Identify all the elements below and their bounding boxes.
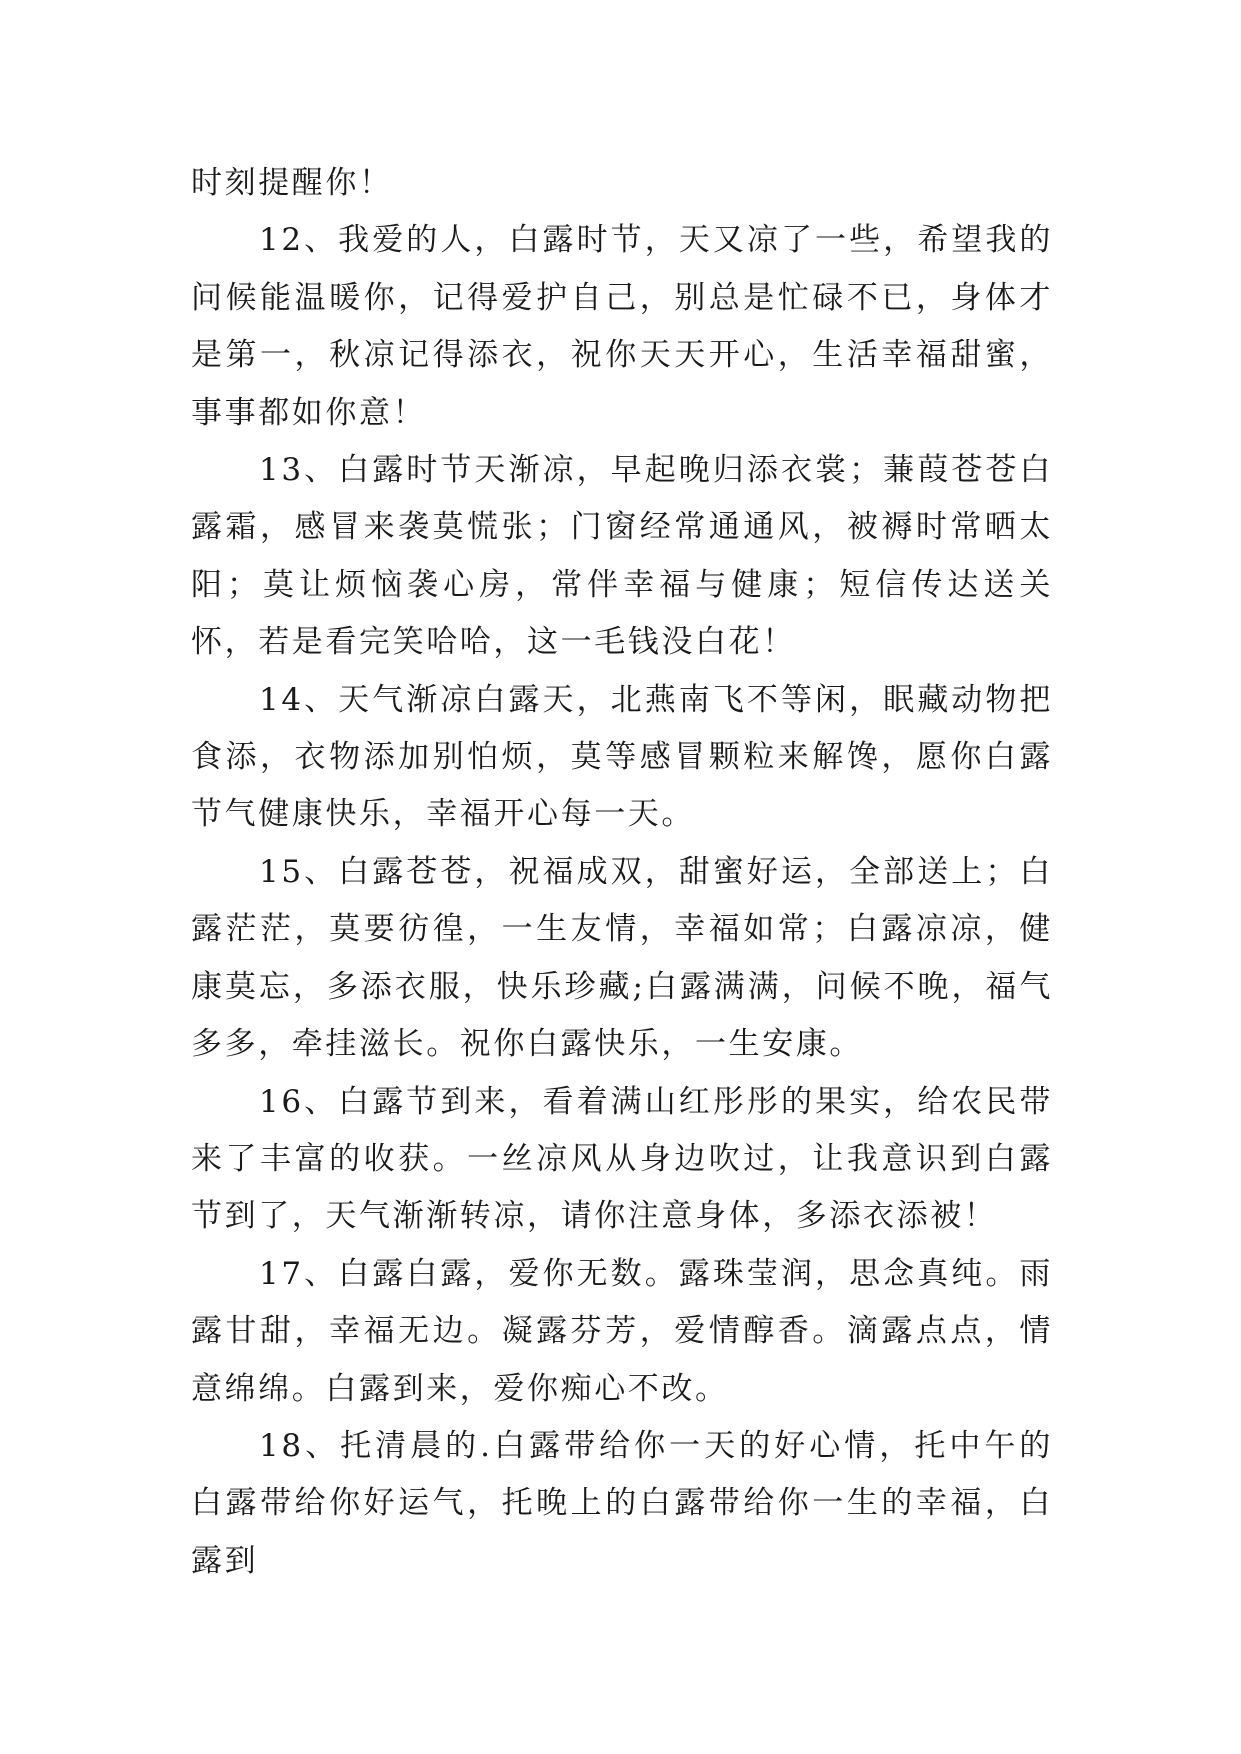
paragraph-12: 12、我爱的人，白露时节，天又凉了一些，希望我的问候能温暖你，记得爱护自己，别总是忙碌不已，身体才是第一，秋凉记得添衣，祝你天天开心，生活幸福甜蜜，事事都如你意！: [191, 222, 1053, 431]
paragraph-14: 14、天气渐凉白露天，北燕南飞不等闲，眠藏动物把食添，衣物添加别怕烦，莫等感冒颗粒来解馋，愿你白露节气健康快乐，幸福开心每一天。: [191, 681, 1053, 833]
paragraph-17: 17、白露白露，爱你无数。露珠莹润，思念真纯。雨露甘甜，幸福无边。凝露芬芳，爱情醇香。滴露点点，情意绵绵。白露到来，爱你痴心不改。: [191, 1255, 1053, 1407]
paragraph-18: 18、托清晨的.白露带给你一天的好心情，托中午的白露带给你好运气，托晚上的白露带给你一生的幸福，白露到: [191, 1427, 1053, 1579]
paragraph-continuation: 时刻提醒你！: [191, 165, 393, 201]
paragraph-13: 13、白露时节天渐凉，早起晚归添衣裳；蒹葭苍苍白露霜，感冒来袭莫慌张；门窗经常通通风，被褥时常晒太阳；莫让烦恼袭心房，常伴幸福与健康；短信传达送关怀，若是看完笑哈哈，这一毛钱没白花！: [191, 452, 1053, 661]
document-body: [191, 155, 1053, 1590]
paragraph-15: 15、白露苍苍，祝福成双，甜蜜好运，全部送上；白露茫茫，莫要彷徨，一生友情，幸福如常；白露凉凉，健康莫忘，多添衣服，快乐珍藏;白露满满，问候不晚，福气多多，牵挂滋长。祝你白露快乐，一生安康。: [191, 853, 1053, 1063]
paragraph-16: 16、白露节到来，看着满山红彤彤的果实，给农民带来了丰富的收获。一丝凉风从身边吹过，让我意识到白露节到了，天气渐渐转凉，请你注意身体，多添衣添被！: [191, 1083, 1053, 1235]
